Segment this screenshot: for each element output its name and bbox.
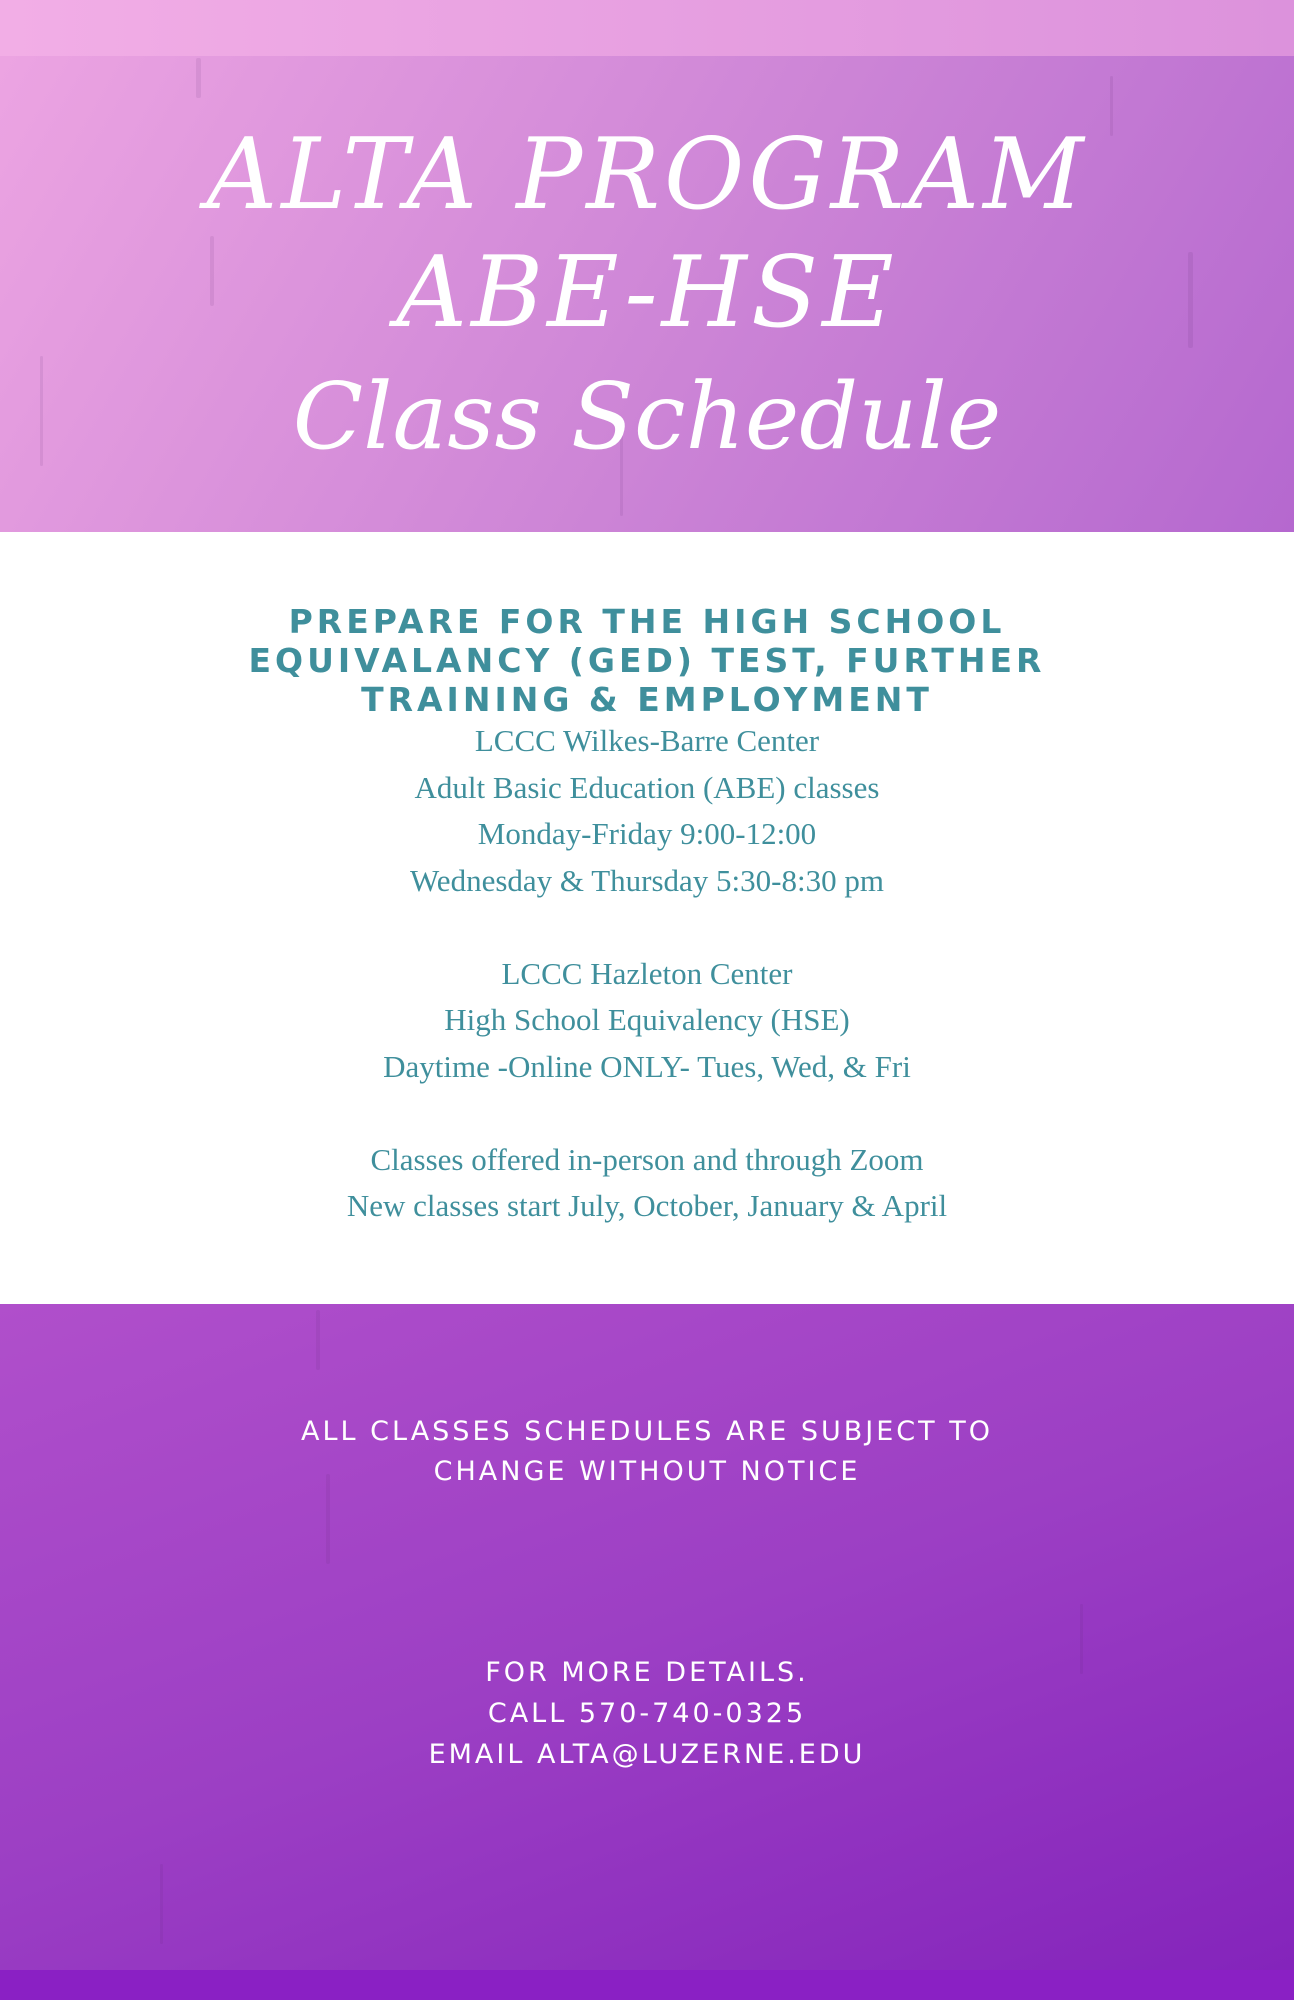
notice-line-2: CHANGE WITHOUT NOTICE	[433, 1456, 861, 1487]
page-title	[0, 116, 1294, 478]
contact-info	[0, 1652, 1294, 1775]
schedule-change-notice	[0, 1412, 1294, 1492]
title-line-abe-hse: ABE-HSE	[396, 236, 898, 350]
wood-grain-mark	[316, 1310, 320, 1370]
class-start-dates: New classes start July, October, January & April	[346, 1188, 948, 1223]
wilkes-barre-program: Adult Basic Education (ABE) classes	[414, 769, 880, 805]
headline-line-2: EQUIVALANCY (GED) TEST, FURTHER	[248, 641, 1046, 680]
hazleton-program: High School Equivalency (HSE)	[444, 1002, 850, 1037]
spacer	[0, 904, 1294, 951]
contact-phone[interactable]: CALL 570-740-0325	[487, 1698, 807, 1729]
schedule-details	[0, 718, 1294, 1230]
top-accent-strip	[0, 0, 1294, 56]
schedule-content	[0, 532, 1294, 1304]
header-banner	[0, 56, 1294, 532]
title-line-class-schedule: Class Schedule	[292, 363, 1002, 470]
wood-grain-mark	[160, 1864, 163, 1944]
spacer	[0, 1090, 1294, 1137]
headline-line-3: TRAINING & EMPLOYMENT	[361, 680, 933, 719]
headline	[0, 602, 1294, 719]
contact-email[interactable]: EMAIL ALTA@LUZERNE.EDU	[428, 1739, 866, 1770]
title-line-program: ALTA PROGRAM	[206, 118, 1088, 232]
bottom-accent-strip	[0, 1970, 1294, 2000]
class-delivery-info: Classes offered in-person and through Zoom	[370, 1141, 924, 1177]
wood-grain-mark	[196, 58, 201, 98]
headline-line-1: PREPARE FOR THE HIGH SCHOOL	[288, 602, 1006, 641]
footer-banner	[0, 1304, 1294, 1970]
wilkes-barre-day-schedule: Monday-Friday 9:00-12:00	[477, 816, 817, 851]
contact-details-label: FOR MORE DETAILS.	[485, 1657, 809, 1688]
hazleton-center: LCCC Hazleton Center	[501, 955, 793, 991]
hazleton-schedule: Daytime -Online ONLY- Tues, Wed, & Fri	[383, 1048, 911, 1084]
wilkes-barre-evening-schedule: Wednesday & Thursday 5:30-8:30 pm	[410, 862, 884, 898]
notice-line-1: ALL CLASSES SCHEDULES ARE SUBJECT TO	[301, 1416, 993, 1447]
wilkes-barre-center: LCCC Wilkes-Barre Center	[474, 723, 820, 758]
